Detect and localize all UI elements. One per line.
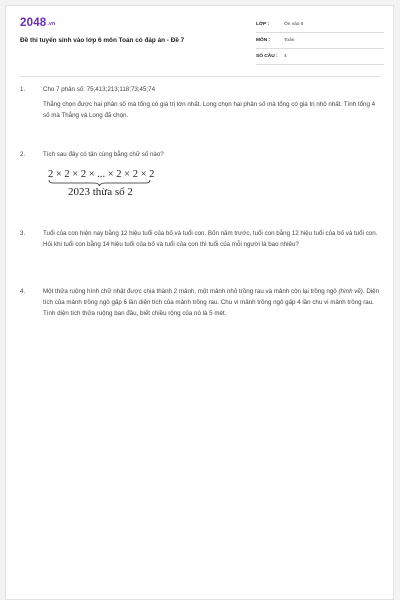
question-text [43,286,380,319]
page-title: Đề thi tuyển sinh vào lớp 6 môn Toán có đáp án - Đề 7 [20,37,185,44]
question-text: Thắng chọn được hai phân số mà tổng có giá trị lớn nhất. Long chọn hai phân số mà tổng có giá trị nhỏ nhất. Tính tổng 4 số mà Thắng và Long đã chọn. [43,101,376,119]
question-number: 4. [20,288,26,295]
math-expression-block [48,169,154,198]
question-text: Tuổi của con hiện nay bằng 12 hiệu tuổi của bố và tuổi con. Bốn năm trước, tuổi con bằng 12 hiệu tuổi của bố và tuổi con. Hỏi khi tuổi con bằng 14 hiệu tuổi của bố và tuổi của con thì tuổi của mỗi người là bao nhiêu? [43,230,378,248]
meta-row-subject [256,36,384,49]
meta-label: MÔN : [256,38,271,43]
worksheet-page [5,5,394,600]
question-text-part: . Diện tích của mảnh trồng ngô gấp 6 lần diện tích của mảnh trồng rau. Chu vi mảnh trồng ngô gấp 4 lần chu vi mảnh trồng rau. Tính diện tích thửa ruộng ban đầu, biết chiều rộng của nó là 5 mét. [43,288,380,317]
question-number: 3. [20,230,26,237]
question-3 [20,228,380,254]
meta-value: 4 [284,54,287,59]
math-expression: 2 × 2 × 2 × ... × 2 × 2 × 2 [48,169,155,180]
meta-label: LỚP : [256,22,270,27]
meta-label: SỐ CÂU : [256,54,278,59]
question-1 [20,84,380,125]
meta-value: Ôn vào 6 [284,22,304,27]
meta-value: Toán [284,38,295,43]
underbrace-label: 2023 thừa số 2 [68,186,133,198]
meta-row-count [256,52,384,65]
question-text-part: Một thửa ruộng hình chữ nhật được chia thành 2 mảnh, một mảnh nhỏ trồng rau và mảnh còn lại trồng ngô [43,288,339,295]
header-divider [20,76,380,77]
meta-row-class [256,20,384,33]
figure-reference: (hình vẽ) [338,288,363,295]
site-logo[interactable] [20,17,55,29]
logo-suffix: .vn [47,21,56,27]
question-text: Cho 7 phân số: 75;413;213;118;73;45;74 [43,86,156,93]
question-text: Tích sau đây có tận cùng bằng chữ số nào? [43,151,164,158]
question-number: 1. [20,86,26,93]
logo-text: 2048 [20,17,47,29]
question-number: 2. [20,151,26,158]
question-4 [20,286,380,323]
meta-info [256,20,384,68]
question-2 [20,149,380,164]
